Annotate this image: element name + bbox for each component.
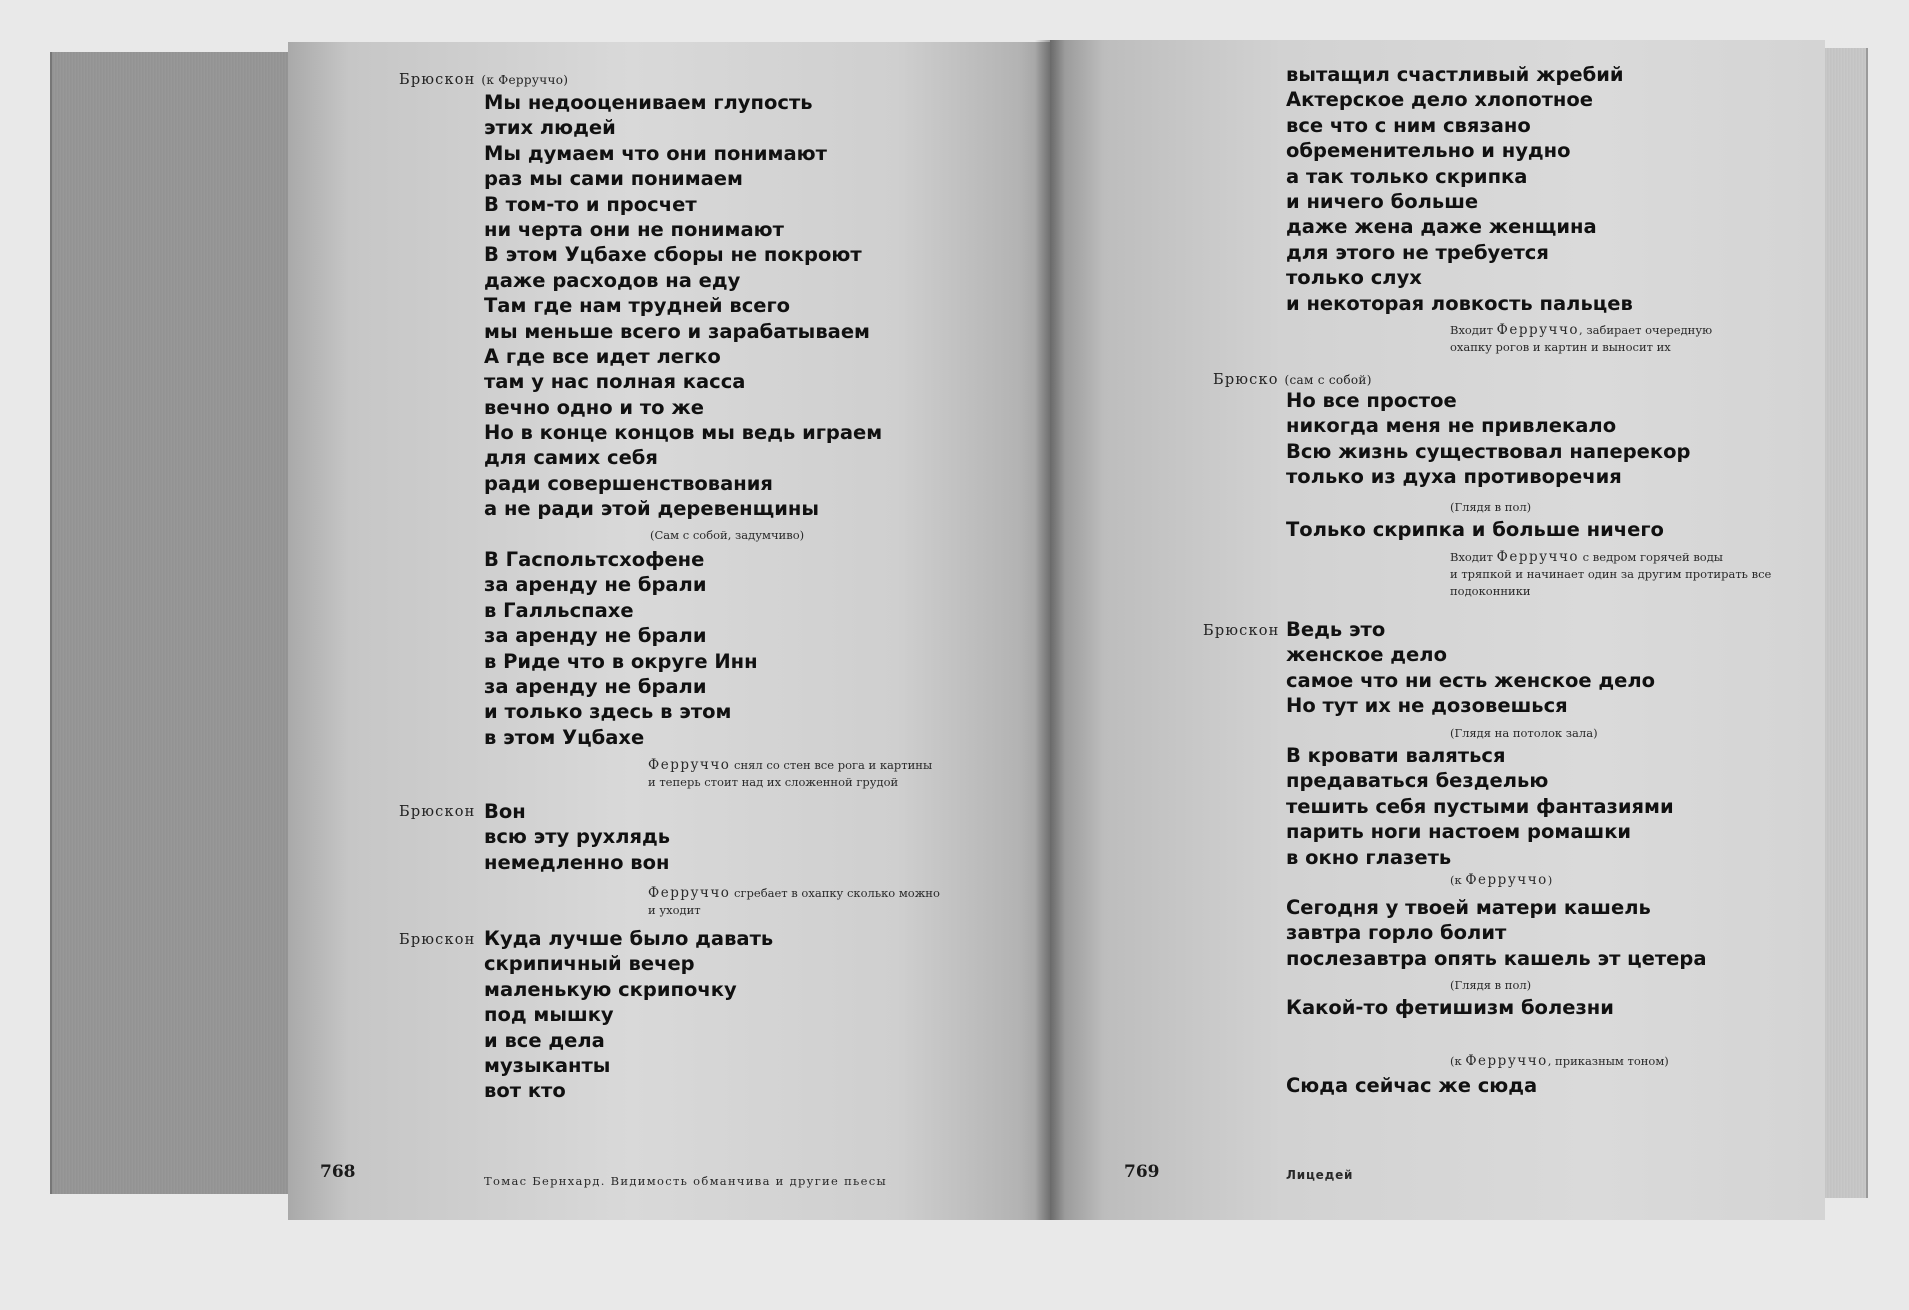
dialogue-line: Там где нам трудней всего <box>484 294 791 318</box>
dialogue-lines <box>1286 62 1633 316</box>
dialogue-line: и только здесь в этом <box>484 700 732 724</box>
dialogue-line: а так только скрипка <box>1286 164 1528 188</box>
dialogue-line: и некоторая ловкость пальцев <box>1286 291 1633 315</box>
dialogue-lines <box>1286 388 1690 490</box>
dialogue-line: Куда лучше было давать <box>484 927 774 950</box>
dialogue-line: в этом Уцбахе <box>484 725 645 749</box>
dialogue-line: ни черта они не понимают <box>484 217 784 241</box>
dialogue-line: Мы думаем что они понимают <box>484 141 827 165</box>
stage-direction: (к Ферруччо, приказным тоном) <box>1450 1053 1669 1069</box>
dialogue-line: парить ноги настоем ромашки <box>1286 820 1632 844</box>
dialogue-line: А где все идет легко <box>484 344 721 368</box>
speaker-name: Брюско (сам с собой) <box>1213 372 1372 388</box>
dialogue-lines <box>484 926 773 1104</box>
dialogue-line: только слух <box>1286 266 1422 290</box>
dialogue-line: Какой-то фетишизм болезни <box>1286 996 1614 1019</box>
dialogue-line: за аренду не брали <box>484 624 707 648</box>
dialogue-lines <box>1286 995 1614 1020</box>
book-gutter <box>1035 40 1065 1220</box>
page-number: 769 <box>1124 1162 1160 1182</box>
dialogue-line: там у нас полная касса <box>484 370 746 394</box>
dialogue-line: этих людей <box>484 116 616 140</box>
speaker-name: Брюскон <box>399 804 476 820</box>
dialogue-line: под мышку <box>484 1003 614 1027</box>
dialogue-line: Но в конце концов мы ведь играем <box>484 421 883 445</box>
dialogue-line: Но тут их не дозовешься <box>1286 694 1568 718</box>
dialogue-line: за аренду не брали <box>484 573 707 597</box>
page-number: 768 <box>320 1162 356 1182</box>
dialogue-line: В Гаспольтсхофене <box>484 548 705 571</box>
dialogue-line: предаваться безделью <box>1286 769 1549 793</box>
dialogue-line: в окно глазеть <box>1286 845 1452 869</box>
dialogue-line: Сегодня у твоей матери кашель <box>1286 896 1651 919</box>
dialogue-line: для самих себя <box>484 446 658 470</box>
stage-direction: Входит Ферруччо с ведром горячей воды и тряпкой и начинает один за другим протирать все подоконники <box>1450 549 1772 598</box>
dialogue-line: только из духа противоречия <box>1286 465 1622 489</box>
dialogue-line: завтра горло болит <box>1286 921 1507 945</box>
dialogue-line: музыканты <box>484 1053 611 1077</box>
stage-direction: (к Ферруччо) <box>481 73 569 87</box>
right-page <box>1050 40 1825 1220</box>
stage-direction: (Глядя в пол) <box>1450 500 1532 514</box>
dialogue-line: Но все простое <box>1286 389 1457 412</box>
dialogue-line: женское дело <box>1286 643 1447 667</box>
dialogue-line: вот кто <box>484 1079 566 1103</box>
dialogue-line: немедленно вон <box>484 850 670 874</box>
dialogue-lines <box>1286 743 1674 870</box>
stage-direction: (сам с собой) <box>1284 373 1372 387</box>
speaker-name: Брюскон <box>399 932 476 948</box>
dialogue-line: Только скрипка и больше ничего <box>1286 518 1664 541</box>
page-edges-right <box>1818 48 1868 1198</box>
running-head: Томас Бернхард. Видимость обманчива и другие пьесы <box>484 1174 887 1188</box>
dialogue-line: и все дела <box>484 1028 605 1052</box>
dialogue-line: даже расходов на еду <box>484 268 741 292</box>
dialogue-line: Ведь это <box>1286 618 1386 641</box>
dialogue-line: скрипичный вечер <box>484 952 695 976</box>
running-head: Лицедей <box>1286 1168 1354 1182</box>
speaker-name: Брюскон (к Ферруччо) <box>399 72 569 88</box>
dialogue-lines <box>484 547 758 750</box>
dialogue-lines <box>484 90 882 522</box>
dialogue-line: никогда меня не привлекало <box>1286 414 1617 438</box>
dialogue-line: обременительно и нудно <box>1286 139 1571 163</box>
dialogue-line: даже жена даже женщина <box>1286 215 1597 239</box>
dialogue-line: вечно одно и то же <box>484 395 704 419</box>
stage-direction: (Сам с собой, задумчиво) <box>650 528 805 542</box>
dialogue-line: в Риде что в округе Инн <box>484 649 758 673</box>
page-edges-left <box>50 52 292 1194</box>
dialogue-line: Вон <box>484 800 526 823</box>
dialogue-line: раз мы сами понимаем <box>484 167 743 191</box>
dialogue-line: в Галльспахе <box>484 598 634 622</box>
dialogue-line: всю эту рухлядь <box>484 825 671 849</box>
dialogue-line: послезавтра опять кашель эт цетера <box>1286 946 1707 970</box>
dialogue-line: маленькую скрипочку <box>484 977 737 1001</box>
speaker-name: Брюскон <box>1203 623 1280 639</box>
dialogue-line: В этом Уцбахе сборы не покроют <box>484 243 862 267</box>
dialogue-line: самое что ни есть женское дело <box>1286 668 1656 692</box>
stage-direction: (Глядя на потолок зала) <box>1450 726 1598 740</box>
dialogue-lines <box>1286 1073 1537 1098</box>
dialogue-line: за аренду не брали <box>484 674 707 698</box>
dialogue-line: ради совершенствования <box>484 471 773 495</box>
dialogue-line: В том-то и просчет <box>484 192 697 216</box>
dialogue-line: и ничего больше <box>1286 189 1479 213</box>
stage-direction: Ферруччо сгребает в охапку сколько можно и уходит <box>648 885 940 917</box>
dialogue-line: Мы недооцениваем глупость <box>484 91 813 114</box>
dialogue-line: В кровати валяться <box>1286 744 1506 767</box>
dialogue-line: для этого не требуется <box>1286 240 1549 264</box>
dialogue-line: а не ради этой деревенщины <box>484 497 819 521</box>
stage-direction: (к Ферруччо) <box>1450 872 1553 888</box>
dialogue-line: тешить себя пустыми фантазиями <box>1286 794 1674 818</box>
dialogue-lines <box>484 799 670 875</box>
dialogue-line: все что с ним связано <box>1286 113 1531 137</box>
dialogue-line: Актерское дело хлопотное <box>1286 88 1593 112</box>
dialogue-line: Всю жизнь существовал наперекор <box>1286 439 1691 463</box>
dialogue-lines <box>1286 617 1655 719</box>
dialogue-line: Сюда сейчас же сюда <box>1286 1074 1538 1097</box>
dialogue-lines <box>1286 517 1664 542</box>
stage-direction: (Глядя в пол) <box>1450 978 1532 992</box>
dialogue-lines <box>1286 895 1707 971</box>
dialogue-line: мы меньше всего и зарабатываем <box>484 319 870 343</box>
stage-direction: Входит Ферруччо, забирает очередную охапку рогов и картин и выносит их <box>1450 322 1713 354</box>
left-page <box>288 42 1050 1220</box>
stage-direction: Ферруччо снял со стен все рога и картины и теперь стоит над их сложенной грудой <box>648 757 933 789</box>
dialogue-line: вытащил счастливый жребий <box>1286 63 1624 86</box>
